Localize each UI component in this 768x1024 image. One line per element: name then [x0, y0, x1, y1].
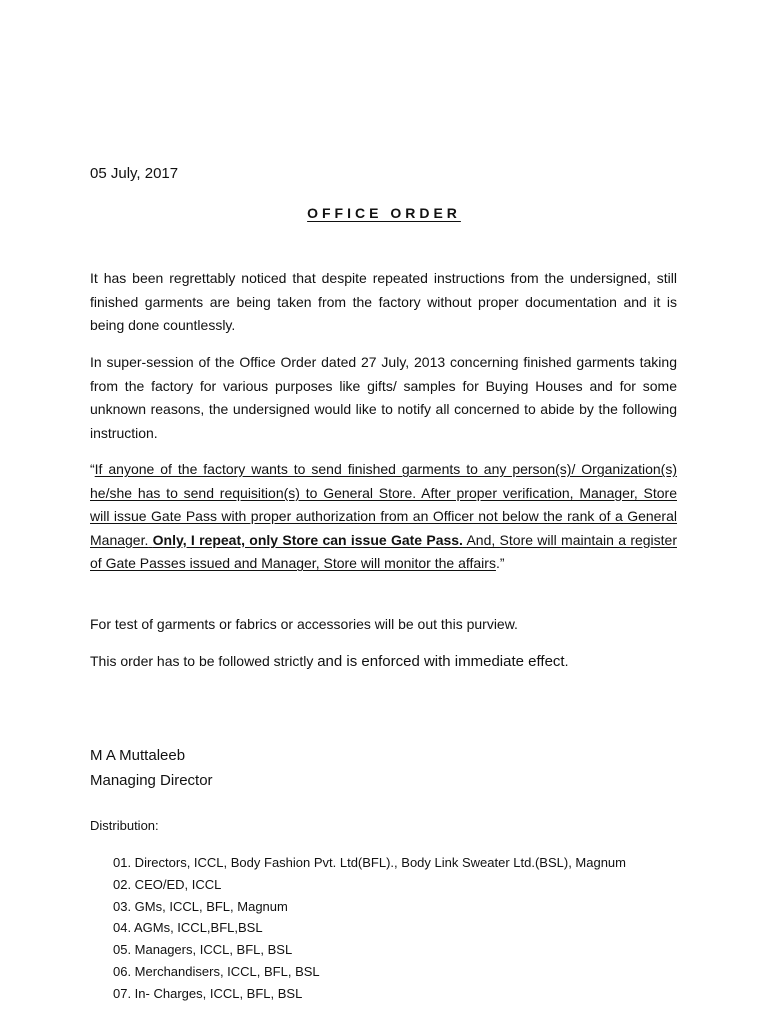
list-item: 03. GMs, ICCL, BFL, Magnum	[113, 898, 288, 914]
paragraph-1: It has been regrettably noticed that despite repeated instructions from the undersigned, still finished garments are being taken from the factory without proper documentation and it is being done countlessly.	[90, 270, 677, 333]
close-quote: .”	[495, 555, 505, 571]
paragraph-5-end: .	[564, 653, 569, 669]
signature-block	[90, 743, 213, 793]
order-date: 05 July, 2017	[90, 165, 179, 182]
list-item: 06. Merchandisers, ICCL, BFL, BSL	[113, 963, 320, 979]
document-title	[0, 205, 768, 221]
list-item: 05. Managers, ICCL, BFL, BSL	[113, 942, 293, 958]
distribution-list	[113, 852, 626, 1005]
paragraph-2: In super-session of the Office Order dated 27 July, 2013 concerning finished garments taking from the factory for various purposes like gifts/ samples for Buying Houses and for some unknown reasons, the undersigned would like to notify all concerned to abide by the following instruction.	[90, 354, 677, 441]
paragraph-5-part-1: This order has to be followed strictly	[90, 653, 314, 669]
paragraph-5-part-2: and is enforced with immediate effect	[317, 653, 565, 670]
paragraph-5	[90, 650, 677, 674]
list-item: 07. In- Charges, ICCL, BFL, BSL	[113, 985, 303, 1001]
list-item: 01. Directors, ICCL, Body Fashion Pvt. Ltd(BFL)., Body Link Sweater Ltd.(BSL), Magnum	[113, 855, 626, 870]
paragraph-4: For test of garments or fabrics or accessories will be out this purview.	[90, 616, 518, 632]
open-quote: “	[90, 461, 95, 477]
signatory-designation: Managing Director	[90, 772, 213, 789]
list-item: 02. CEO/ED, ICCL	[113, 876, 222, 892]
title-text: OFFICE ORDER	[307, 205, 461, 221]
instruction-emphasis: Only, I repeat, only Store can issue Gate Pass.	[152, 531, 463, 548]
distribution-label: Distribution:	[90, 818, 159, 833]
list-item: 04. AGMs, ICCL,BFL,BSL	[113, 920, 263, 936]
instruction-part-2: And, Store will maintain a register of Gate Passes issued and Manager, Store will monitor the affairs	[90, 531, 677, 571]
signatory-name: M A Muttaleeb	[90, 747, 186, 764]
instruction-part-1: If anyone of the factory wants to send finished garments to any person(s)/ Organization(s) he/she has to send requisition(s) to General Store. After proper verification, Manager, Store will issue Gate Pass with proper authorization from an Officer not below the rank of a General Manager. Only, I repeat, only Store can issue Gate Pass. And, Store will maintain a register of Gate Passes issued and Manager, Store will monitor the affairs	[90, 461, 677, 571]
instruction-paragraph	[90, 458, 677, 576]
